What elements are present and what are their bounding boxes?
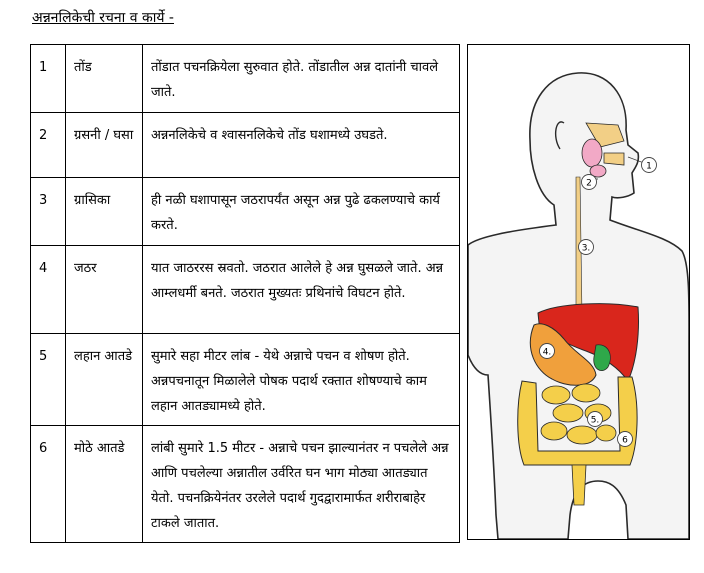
table-row	[31, 45, 460, 113]
table-row	[31, 426, 460, 543]
organ-name: ग्रासिका	[66, 178, 143, 246]
mouth-teeth	[604, 153, 624, 165]
figure-label-2	[582, 175, 597, 190]
table-row	[31, 246, 460, 334]
gallbladder	[594, 345, 611, 371]
organ-name: जठर	[66, 246, 143, 334]
svg-text:2: 2	[586, 178, 592, 189]
digestive-system-illustration	[468, 45, 689, 539]
organ-name: लहान आतडे	[66, 334, 143, 426]
svg-text:1: 1	[646, 161, 652, 172]
organ-description: लांबी सुमारे 1.5 मीटर - अन्नाचे पचन झाल्यानंतर न पचलेले अन्न आणि पचलेल्या अन्नातील उर्वरित घन भाग मोठ्या आतड्यात येतो. पचनक्रियेनंतर उरलेले पदार्थ गुदद्वारामार्फत शरीराबाहेर टाकले जातात.	[143, 426, 460, 543]
figure-label-5	[588, 412, 603, 427]
figure-label-3	[579, 240, 594, 255]
svg-text:5.: 5.	[590, 415, 600, 426]
organ-description: सुमारे सहा मीटर लांब - येथे अन्नाचे पचन व शोषण होते. अन्नपचनातून मिळालेले पोषक पदार्थ रक्तात शोषण्याचे काम लहान आतड्यामध्ये होते.	[143, 334, 460, 426]
page-heading: अन्ननलिकेची रचना व कार्ये -	[32, 10, 174, 26]
rectum	[572, 465, 586, 505]
organ-description: ही नळी घशापासून जठरापर्यंत असून अन्न पुढे ढकलण्याचे कार्य करते.	[143, 178, 460, 246]
svg-text:3.: 3.	[581, 243, 591, 254]
salivary-gland	[582, 139, 602, 167]
row-number: 4	[31, 246, 66, 334]
organ-name: मोठे आतडे	[66, 426, 143, 543]
svg-text:4.: 4.	[542, 347, 552, 358]
digestive-system-figure	[467, 44, 690, 540]
table-row	[31, 113, 460, 178]
figure-label-6	[618, 432, 633, 447]
row-number: 1	[31, 45, 66, 113]
organ-name: ग्रसनी / घसा	[66, 113, 143, 178]
row-number: 6	[31, 426, 66, 543]
organ-name: तोंड	[66, 45, 143, 113]
table-row	[31, 334, 460, 426]
digestive-organs-table	[30, 44, 460, 543]
row-number: 3	[31, 178, 66, 246]
svg-text:6: 6	[622, 435, 628, 446]
organ-description: यात जाठररस स्रवतो. जठरात आलेले हे अन्न घुसळले जाते. अन्न आम्लधर्मी बनते. जठरात मुख्यतः प्रथिनांचे विघटन होते.	[143, 246, 460, 334]
organ-description: तोंडात पचनक्रियेला सुरुवात होते. तोंडातील अन्न दातांनी चावले जाते.	[143, 45, 460, 113]
organ-description: अन्ननलिकेचे व श्वासनलिकेचे तोंड घशामध्ये उघडते.	[143, 113, 460, 178]
figure-label-1	[642, 158, 657, 173]
row-number: 5	[31, 334, 66, 426]
table-row	[31, 178, 460, 246]
figure-label-4	[540, 344, 555, 359]
row-number: 2	[31, 113, 66, 178]
